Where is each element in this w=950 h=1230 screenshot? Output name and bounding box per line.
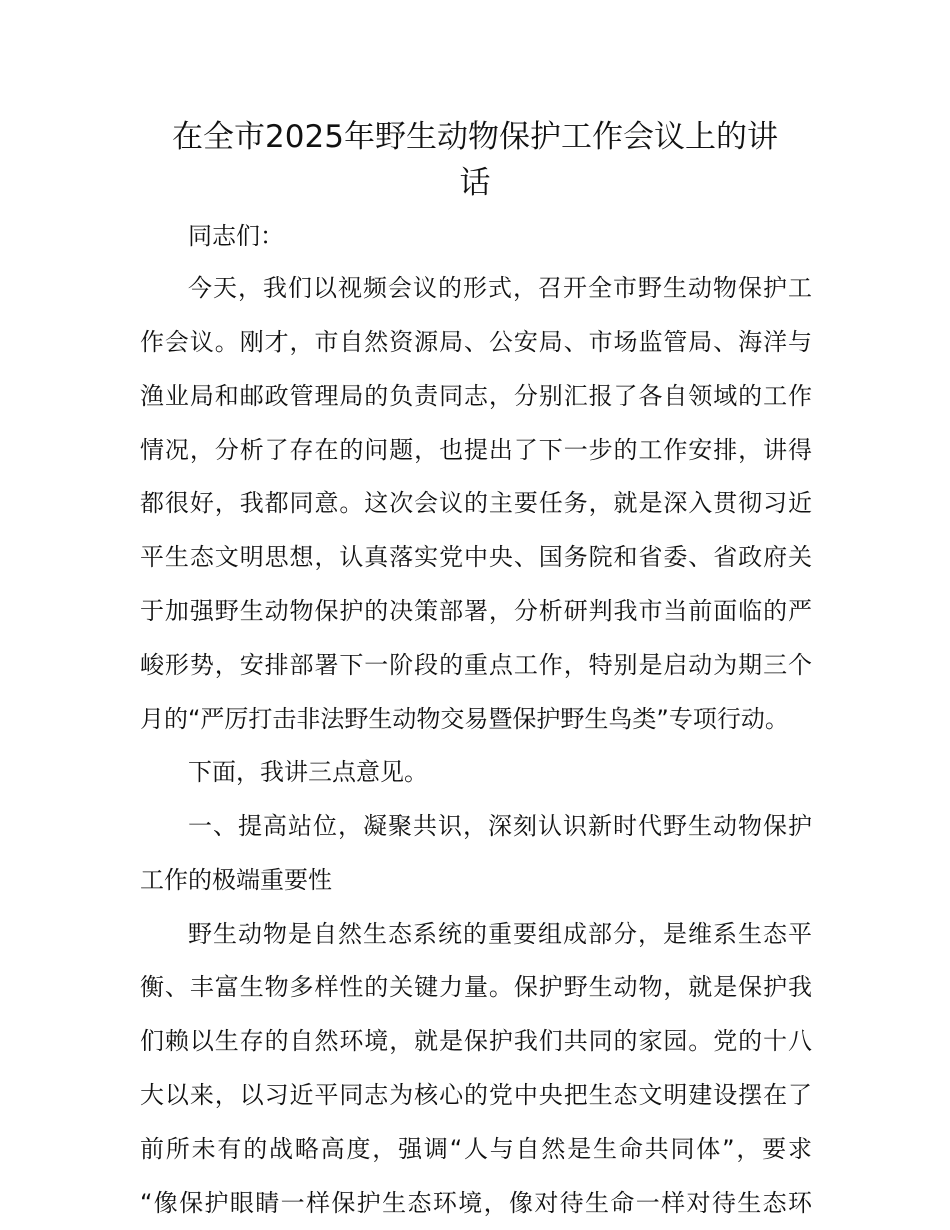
section-heading-line: 工作的极端重要性 (140, 866, 332, 894)
title-line-2: 话 (459, 165, 491, 201)
paragraph-1-line: 峻形势，安排部署下一阶段的重点工作，特别是启动为期三个 (140, 651, 812, 679)
paragraph-1-line: 于加强野生动物保护的决策部署，分析研判我市当前面临的严 (140, 597, 812, 625)
paragraph-1-line: 渔业局和邮政管理局的负责同志，分别汇报了各自领域的工作 (140, 382, 812, 410)
paragraph-2: 下面，我讲三点意见。 (188, 758, 428, 786)
paragraph-1-line: 平生态文明思想，认真落实党中央、国务院和省委、省政府关 (140, 543, 812, 571)
paragraph-3-line: 前所未有的战略高度，强调“人与自然是生命共同体”，要求 (140, 1135, 812, 1163)
salutation: 同志们： (188, 222, 284, 250)
paragraph-3-line: 野生动物是自然生态系统的重要组成部分，是维系生态平 (188, 920, 812, 948)
paragraph-1-line: 月的“严厉打击非法野生动物交易暨保护野生鸟类”专项行动。 (140, 705, 789, 733)
document-title (140, 114, 810, 206)
section-heading-line: 一、提高站位，凝聚共识，深刻认识新时代野生动物保护 (188, 812, 812, 840)
paragraph-3-line: 大以来，以习近平同志为核心的党中央把生态文明建设摆在了 (140, 1081, 812, 1109)
paragraph-1-line: 都很好，我都同意。这次会议的主要任务，就是深入贯彻习近 (140, 489, 812, 517)
title-line-1: 在全市2025年野生动物保护工作会议上的讲 (172, 119, 778, 155)
paragraph-3-line: 衡、丰富生物多样性的关键力量。保护野生动物，就是保护我 (140, 973, 812, 1001)
paragraph-3-line: “像保护眼睛一样保护生态环境，像对待生命一样对待生态环 (140, 1189, 812, 1217)
paragraph-1-line: 作会议。刚才，市自然资源局、公安局、市场监管局、海洋与 (140, 328, 812, 356)
paragraph-3-line: 们赖以生存的自然环境，就是保护我们共同的家园。党的十八 (140, 1027, 812, 1055)
paragraph-1-line: 今天，我们以视频会议的形式，召开全市野生动物保护工 (188, 274, 812, 302)
paragraph-1-line: 情况，分析了存在的问题，也提出了下一步的工作安排，讲得 (140, 436, 812, 464)
